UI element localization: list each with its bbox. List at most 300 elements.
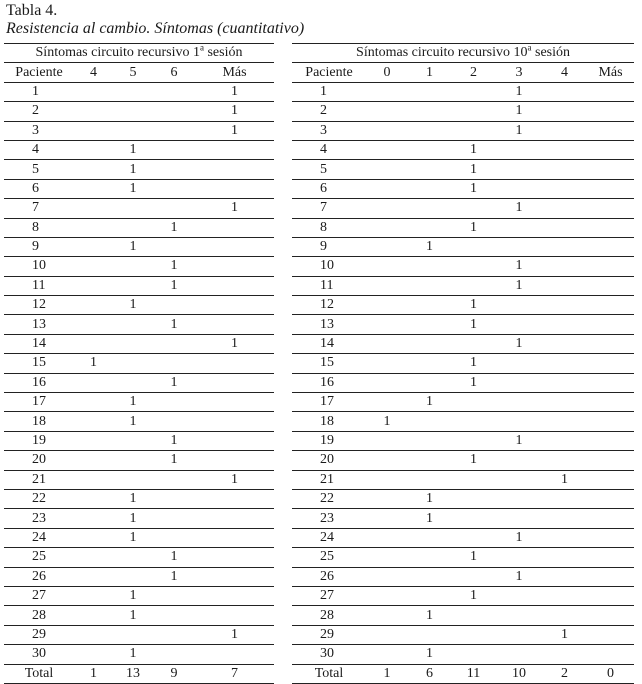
table-cell <box>587 373 634 392</box>
table-cell <box>587 470 634 489</box>
patient-id-cell: 15 <box>292 354 366 373</box>
column-header: 2 <box>451 63 496 82</box>
table-cell <box>74 218 113 237</box>
table-cell <box>366 237 408 256</box>
table-cell <box>587 567 634 586</box>
patient-id-cell: 2 <box>292 102 366 121</box>
table-body <box>4 82 274 664</box>
table-row <box>292 586 634 605</box>
table-cell: 1 <box>496 528 542 547</box>
table-cell <box>113 470 153 489</box>
column-header: Más <box>195 63 274 82</box>
table-cell <box>195 567 274 586</box>
table-cell: 1 <box>451 179 496 198</box>
table-row <box>4 160 274 179</box>
table-cell <box>195 586 274 605</box>
table-cell <box>408 567 451 586</box>
table-cell: 1 <box>451 354 496 373</box>
patient-id-cell: 19 <box>4 431 74 450</box>
table-cell: 1 <box>113 140 153 159</box>
patient-id-cell: 5 <box>292 160 366 179</box>
table-cell <box>542 548 587 567</box>
table-cell: 1 <box>451 373 496 392</box>
caption-row <box>4 44 274 63</box>
table-cell <box>366 548 408 567</box>
table-cell <box>587 606 634 625</box>
table-cell <box>587 82 634 101</box>
table-row <box>292 121 634 140</box>
patient-id-cell: 20 <box>292 451 366 470</box>
table-cell <box>542 315 587 334</box>
table-cell <box>366 160 408 179</box>
patient-id-cell: 11 <box>4 276 74 295</box>
table-cell <box>113 276 153 295</box>
table-cell <box>542 82 587 101</box>
table-cell <box>451 606 496 625</box>
patient-id-cell: 9 <box>292 237 366 256</box>
table-row <box>292 354 634 373</box>
table-cell <box>496 489 542 508</box>
patient-id-cell: 16 <box>4 373 74 392</box>
table-cell: 1 <box>408 509 451 528</box>
table-cell <box>74 586 113 605</box>
table-cell <box>113 315 153 334</box>
table-cell <box>408 528 451 547</box>
table-row <box>292 140 634 159</box>
patient-id-cell: 29 <box>4 625 74 644</box>
table-cell <box>587 218 634 237</box>
patient-id-cell: 7 <box>292 199 366 218</box>
patient-id-cell: 23 <box>292 509 366 528</box>
table-cell <box>451 276 496 295</box>
table-cell <box>496 296 542 315</box>
table-cell <box>496 548 542 567</box>
table-cell <box>74 140 113 159</box>
table-cell <box>408 354 451 373</box>
table-cell <box>153 121 195 140</box>
header-row <box>4 63 274 82</box>
table-cell <box>451 237 496 256</box>
table-cell <box>153 354 195 373</box>
patient-id-cell: 18 <box>4 412 74 431</box>
patient-id-cell: 6 <box>4 179 74 198</box>
table-cell <box>451 567 496 586</box>
table-cell <box>366 431 408 450</box>
table-cell: 1 <box>451 160 496 179</box>
table-cell <box>366 334 408 353</box>
table-cell <box>366 354 408 373</box>
table-cell <box>451 470 496 489</box>
table-row <box>4 645 274 664</box>
patient-id-cell: 1 <box>292 82 366 101</box>
table-cell <box>366 645 408 664</box>
table-row <box>4 121 274 140</box>
patient-id-cell: 24 <box>292 528 366 547</box>
table-cell: 1 <box>496 199 542 218</box>
total-cell: 1 <box>366 664 408 683</box>
table-cell <box>451 645 496 664</box>
patient-id-cell: 27 <box>4 586 74 605</box>
table-cell <box>542 431 587 450</box>
table-cell <box>113 567 153 586</box>
table-cell <box>195 373 274 392</box>
table-cell <box>153 470 195 489</box>
table-cell <box>542 334 587 353</box>
table-cell <box>113 373 153 392</box>
table-cell: 1 <box>153 276 195 295</box>
total-cell: 0 <box>587 664 634 683</box>
table-cell: 1 <box>113 179 153 198</box>
table-cell: 1 <box>153 451 195 470</box>
patient-id-cell: 13 <box>4 315 74 334</box>
patient-id-cell: 13 <box>292 315 366 334</box>
table-cell <box>451 431 496 450</box>
table-cell <box>542 140 587 159</box>
table-cell <box>451 121 496 140</box>
table-cell: 1 <box>153 315 195 334</box>
table-cell: 1 <box>153 218 195 237</box>
table-cell <box>451 489 496 508</box>
table-cell <box>408 373 451 392</box>
table-cell <box>195 179 274 198</box>
table-cell <box>74 606 113 625</box>
table-cell: 1 <box>113 160 153 179</box>
table-row <box>292 509 634 528</box>
table-cell <box>587 393 634 412</box>
table-cell <box>587 334 634 353</box>
table-cell: 1 <box>113 412 153 431</box>
patient-id-cell: 29 <box>292 625 366 644</box>
table-cell <box>153 412 195 431</box>
table-cell <box>195 315 274 334</box>
table-title: Resistencia al cambio. Síntomas (cuantitativo) <box>6 20 305 37</box>
table-cell <box>153 625 195 644</box>
table-row <box>4 567 274 586</box>
table-cell <box>542 645 587 664</box>
table-row <box>4 315 274 334</box>
table-cell <box>74 257 113 276</box>
table-caption: Síntomas circuito recursivo 10$^a$ sesión <box>292 44 634 63</box>
table-cell <box>408 470 451 489</box>
table-row <box>292 645 634 664</box>
patient-id-cell: 22 <box>4 489 74 508</box>
table-cell <box>153 489 195 508</box>
patient-id-cell: 8 <box>4 218 74 237</box>
patient-id-cell: 1 <box>4 82 74 101</box>
table-cell <box>408 451 451 470</box>
table-cell <box>366 373 408 392</box>
table-row <box>4 199 274 218</box>
table-cell <box>408 121 451 140</box>
table-caption: Síntomas circuito recursivo 1$^a$ sesión <box>4 44 274 63</box>
table-cell <box>542 373 587 392</box>
table-row <box>4 179 274 198</box>
table-cell <box>74 451 113 470</box>
table-cell <box>366 121 408 140</box>
table-cell <box>587 199 634 218</box>
total-cell: 7 <box>195 664 274 683</box>
table-cell: 1 <box>496 121 542 140</box>
total-cell: 9 <box>153 664 195 683</box>
table-cell: 1 <box>451 296 496 315</box>
column-header: 4 <box>542 63 587 82</box>
table-cell <box>542 412 587 431</box>
patient-id-cell: 24 <box>4 528 74 547</box>
table-cell <box>113 334 153 353</box>
patient-id-cell: 12 <box>292 296 366 315</box>
table-cell <box>542 218 587 237</box>
table-cell <box>542 257 587 276</box>
patient-id-cell: 3 <box>4 121 74 140</box>
table-cell: 1 <box>451 586 496 605</box>
table-cell <box>195 276 274 295</box>
table-cell <box>408 160 451 179</box>
table-cell <box>113 102 153 121</box>
table-cell <box>408 586 451 605</box>
table-cell: 1 <box>153 567 195 586</box>
total-cell: 10 <box>496 664 542 683</box>
table-cell <box>366 509 408 528</box>
total-cell: 1 <box>74 664 113 683</box>
table-row <box>4 625 274 644</box>
table-cell <box>153 509 195 528</box>
table-row <box>292 199 634 218</box>
table-cell <box>195 509 274 528</box>
table-cell <box>408 276 451 295</box>
patient-id-cell: 21 <box>292 470 366 489</box>
table-row <box>4 431 274 450</box>
table-row <box>292 315 634 334</box>
table-cell <box>451 393 496 412</box>
table-cell <box>542 237 587 256</box>
table-number: Tabla 4. <box>6 2 58 19</box>
table-cell <box>366 451 408 470</box>
table-cell: 1 <box>153 373 195 392</box>
table-cell <box>587 625 634 644</box>
table-row <box>292 276 634 295</box>
table-cell <box>195 160 274 179</box>
table-row <box>4 412 274 431</box>
table-row <box>4 451 274 470</box>
table-cell <box>195 140 274 159</box>
table-cell <box>74 567 113 586</box>
table-row <box>292 373 634 392</box>
table-cell <box>451 625 496 644</box>
table-row <box>292 451 634 470</box>
table-cell <box>366 470 408 489</box>
table-cell <box>587 509 634 528</box>
table-cell <box>496 179 542 198</box>
table-cell <box>366 218 408 237</box>
table-cell <box>451 257 496 276</box>
table-cell: 1 <box>113 237 153 256</box>
table-cell <box>408 296 451 315</box>
table-cell: 1 <box>451 451 496 470</box>
table-cell <box>496 509 542 528</box>
column-header: Más <box>587 63 634 82</box>
table-cell <box>366 296 408 315</box>
patient-id-cell: 2 <box>4 102 74 121</box>
table-cell <box>153 296 195 315</box>
table-row <box>292 296 634 315</box>
table-cell <box>366 489 408 508</box>
table-cell: 1 <box>496 334 542 353</box>
table-cell: 1 <box>195 334 274 353</box>
table-cell <box>408 625 451 644</box>
table-cell <box>113 431 153 450</box>
total-cell: 13 <box>113 664 153 683</box>
table-row <box>292 82 634 101</box>
table-cell <box>366 586 408 605</box>
column-header: 0 <box>366 63 408 82</box>
column-header: 4 <box>74 63 113 82</box>
table-cell <box>74 548 113 567</box>
column-header: 6 <box>153 63 195 82</box>
table-cell <box>587 237 634 256</box>
table-row <box>4 354 274 373</box>
table-cell <box>542 199 587 218</box>
table-cell: 1 <box>113 528 153 547</box>
table-cell <box>542 102 587 121</box>
table-cell <box>587 257 634 276</box>
table-cell <box>195 548 274 567</box>
table-row <box>292 412 634 431</box>
table-cell <box>451 528 496 547</box>
table-cell <box>408 412 451 431</box>
table-row <box>4 586 274 605</box>
table-cell <box>408 334 451 353</box>
table-cell <box>153 645 195 664</box>
table-cell <box>496 470 542 489</box>
patient-id-cell: 5 <box>4 160 74 179</box>
table-cell <box>587 179 634 198</box>
total-row <box>4 664 274 683</box>
table-cell <box>587 140 634 159</box>
table-cell <box>542 296 587 315</box>
patient-id-cell: 3 <box>292 121 366 140</box>
table-cell <box>587 645 634 664</box>
table-cell <box>74 82 113 101</box>
table-row <box>4 140 274 159</box>
table-cell <box>366 315 408 334</box>
patient-id-cell: 25 <box>4 548 74 567</box>
table-cell: 1 <box>496 276 542 295</box>
table-cell <box>366 102 408 121</box>
table-cell <box>408 315 451 334</box>
table-cell <box>542 586 587 605</box>
table-cell <box>153 393 195 412</box>
table-cell <box>451 82 496 101</box>
table-cell <box>587 489 634 508</box>
table-cell <box>195 489 274 508</box>
table-cell: 1 <box>451 218 496 237</box>
table-cell <box>542 489 587 508</box>
table-cell <box>496 412 542 431</box>
table-cell <box>153 102 195 121</box>
patient-id-cell: 11 <box>292 276 366 295</box>
table-cell <box>113 82 153 101</box>
table-cell: 1 <box>153 548 195 567</box>
patient-id-cell: 7 <box>4 199 74 218</box>
table-cell <box>153 334 195 353</box>
table-row <box>4 509 274 528</box>
table-cell <box>496 315 542 334</box>
patient-id-cell: 30 <box>292 645 366 664</box>
patient-id-cell: 14 <box>292 334 366 353</box>
table-cell <box>496 586 542 605</box>
table-cell <box>195 412 274 431</box>
table-cell <box>408 431 451 450</box>
table-cell <box>195 393 274 412</box>
table-cell: 1 <box>408 645 451 664</box>
table-cell <box>408 82 451 101</box>
table-cell <box>74 489 113 508</box>
table-cell <box>587 102 634 121</box>
patient-id-cell: 28 <box>4 606 74 625</box>
table-cell <box>74 121 113 140</box>
patient-id-cell: 23 <box>4 509 74 528</box>
table-row <box>4 606 274 625</box>
table-cell <box>451 412 496 431</box>
table-cell <box>542 121 587 140</box>
table-cell <box>74 102 113 121</box>
table-cell <box>74 373 113 392</box>
table-cell: 1 <box>195 102 274 121</box>
table-row <box>4 237 274 256</box>
table-cell <box>74 393 113 412</box>
table-cell <box>74 528 113 547</box>
table-cell <box>366 567 408 586</box>
table-cell <box>366 140 408 159</box>
table-cell <box>587 451 634 470</box>
table-cell <box>195 451 274 470</box>
table-cell <box>366 625 408 644</box>
table-cell <box>542 354 587 373</box>
table-cell: 1 <box>113 296 153 315</box>
table-cell <box>496 393 542 412</box>
patient-id-cell: 28 <box>292 606 366 625</box>
table-cell: 1 <box>542 625 587 644</box>
table-cell <box>587 276 634 295</box>
table-cell: 1 <box>496 82 542 101</box>
patient-id-cell: 18 <box>292 412 366 431</box>
table-cell <box>195 606 274 625</box>
patient-id-cell: 16 <box>292 373 366 392</box>
table-row <box>292 528 634 547</box>
table-cell <box>74 334 113 353</box>
table-row <box>292 334 634 353</box>
table-row <box>292 218 634 237</box>
table-cell: 1 <box>496 567 542 586</box>
patient-id-cell: 26 <box>4 567 74 586</box>
table-cell <box>587 296 634 315</box>
table-cell <box>113 218 153 237</box>
table-cell <box>366 82 408 101</box>
table-cell <box>366 257 408 276</box>
table-cell <box>74 315 113 334</box>
table-cell <box>195 257 274 276</box>
table-cell <box>153 586 195 605</box>
patient-id-cell: 17 <box>292 393 366 412</box>
patient-id-cell: 22 <box>292 489 366 508</box>
table-cell <box>496 625 542 644</box>
table-row <box>4 102 274 121</box>
table-cell <box>113 257 153 276</box>
patient-id-cell: 9 <box>4 237 74 256</box>
table-cell: 1 <box>408 393 451 412</box>
table-row <box>292 393 634 412</box>
table-cell <box>496 373 542 392</box>
